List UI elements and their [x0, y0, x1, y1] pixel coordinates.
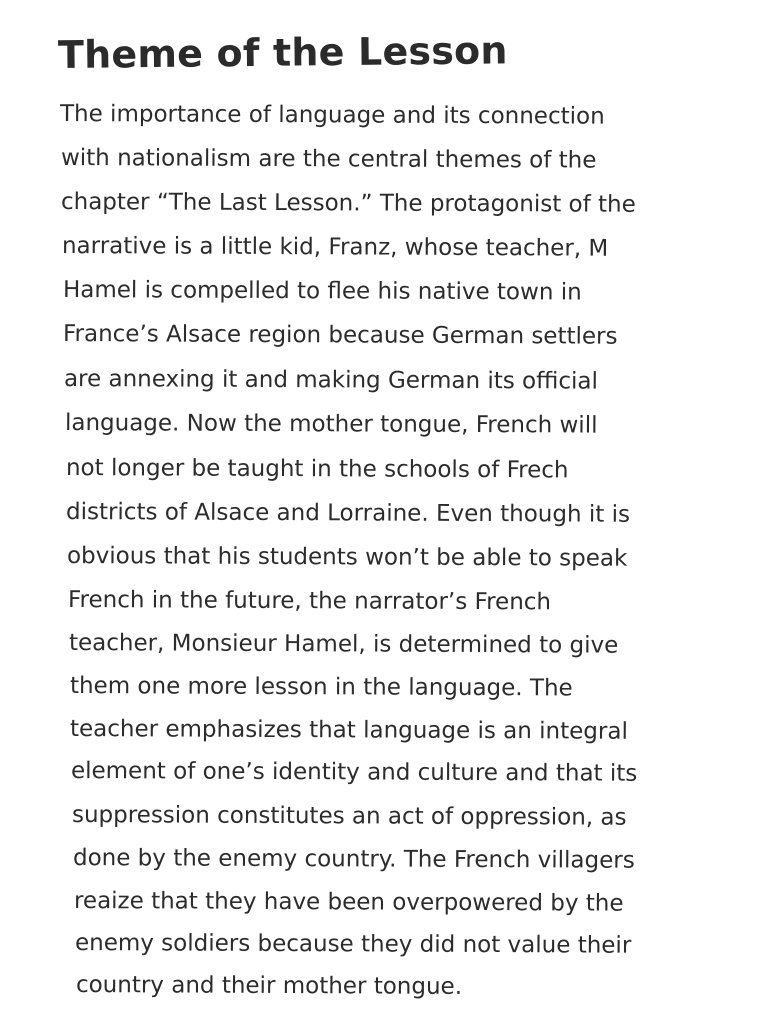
paragraph-line: obvious that his students won’t be able to speak — [66, 543, 628, 572]
paragraph-line: France’s Alsace region because German settlers — [62, 321, 618, 350]
paragraph-line: are annexing it and making German its official — [63, 366, 598, 395]
page-title: Theme of the Lesson — [57, 28, 508, 77]
paragraph-line: reaize that they have been overpowered by the — [73, 888, 624, 917]
paragraph-line: teacher, Monsieur Hamel, is determined to give — [68, 630, 619, 659]
paragraph-line: enemy soldiers because they did not value their — [74, 930, 632, 959]
paragraph-line: chapter “The Last Lesson.” The protagonist of the — [60, 189, 636, 218]
paragraph-line: language. Now the mother tongue, French will — [64, 410, 598, 439]
paragraph-line: suppression constitutes an act of oppression, as — [71, 802, 627, 831]
paragraph-line: teacher emphasizes that language is an integral — [69, 716, 628, 745]
paragraph-line: them one more lesson in the language. The — [69, 673, 573, 702]
paragraph-line: element of one’s identity and culture and that its — [70, 758, 638, 787]
paragraph-line: The importance of language and its connection — [59, 101, 605, 130]
paragraph-line: not longer be taught in the schools of Frech — [65, 455, 569, 484]
paragraph-line: country and their mother tongue. — [75, 972, 463, 1000]
paragraph-line: French in the future, the narrator’s French — [67, 587, 552, 616]
paragraph-line: with nationalism are the central themes of the — [60, 145, 597, 174]
paragraph-line: Hamel is compelled to flee his native town in — [62, 277, 582, 306]
paragraph-line: districts of Alsace and Lorraine. Even though it is — [65, 499, 631, 528]
paragraph-line: narrative is a little kid, Franz, whose teacher, M — [61, 233, 609, 262]
paragraph-line: done by the enemy country. The French villagers — [72, 845, 635, 874]
